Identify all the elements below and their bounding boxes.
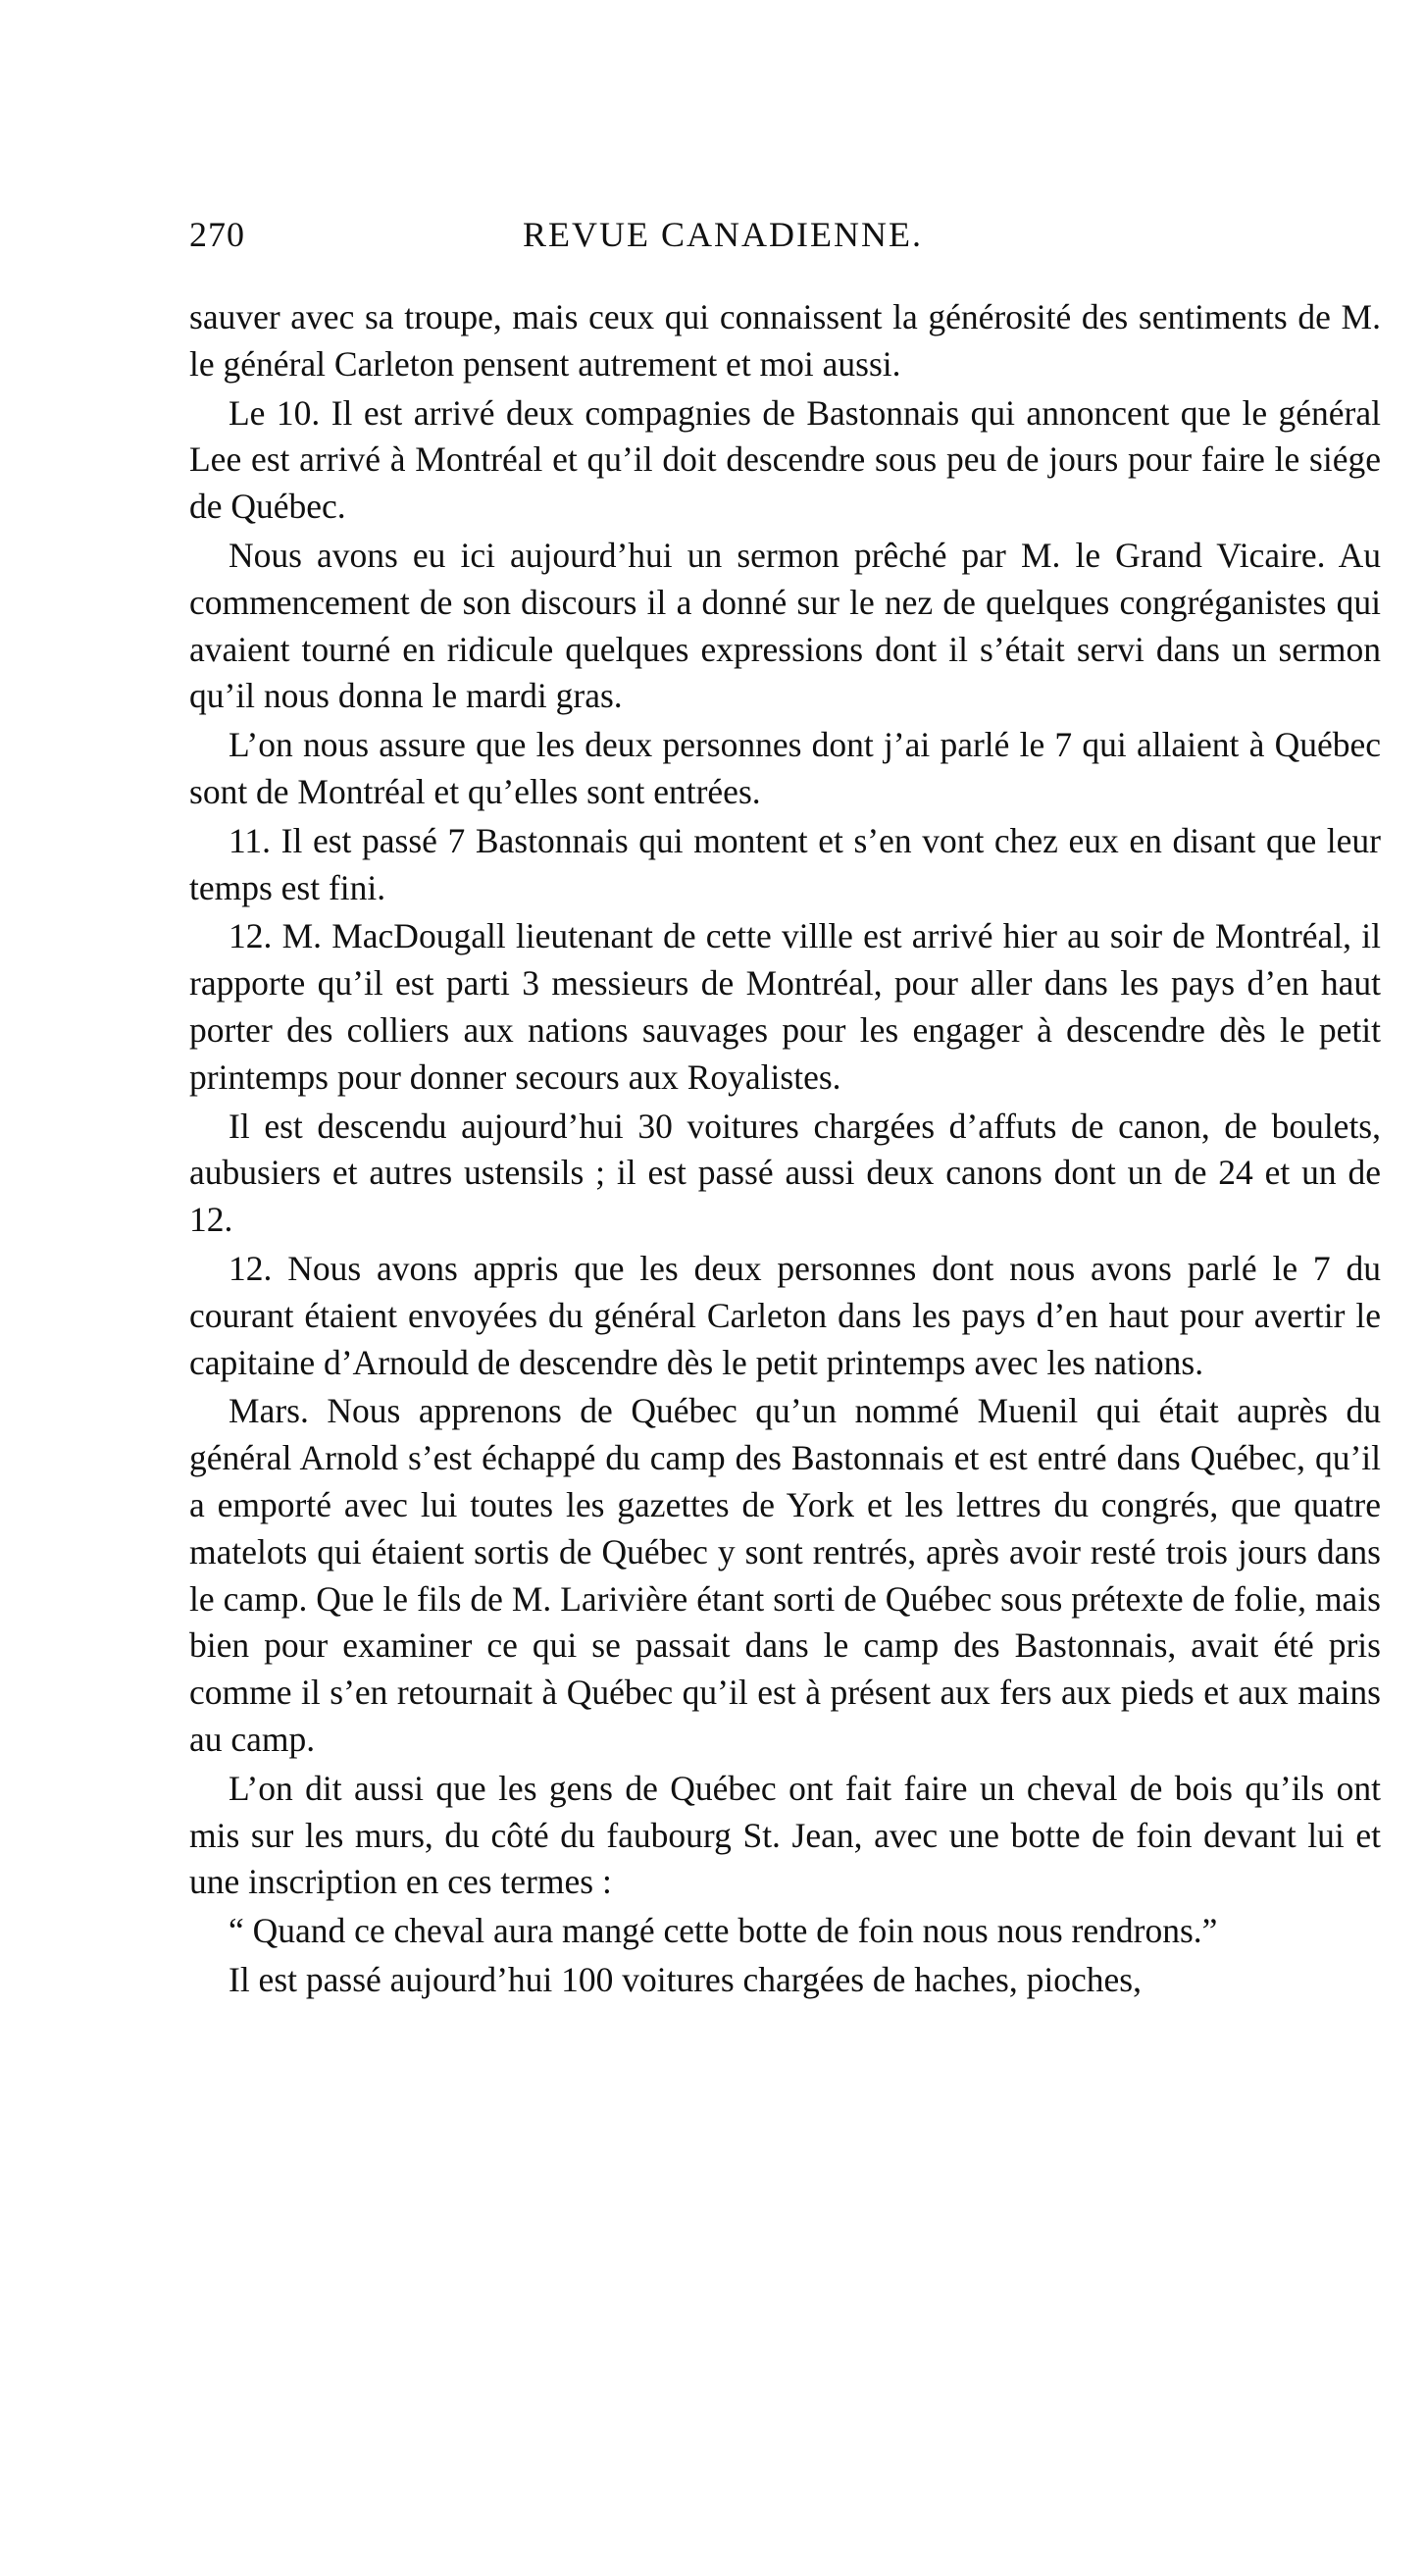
paragraph: Il est descendu aujourd’hui 30 voitures chargées d’affuts de canon, de boulets, aubusiers et autres ustensils ; il est passé aussi deux canons dont un de 24 et un de 12. (189, 1106, 1381, 1240)
running-title: REVUE CANADIENNE. (523, 215, 923, 254)
page-number: 270 (189, 215, 245, 254)
body-text (189, 294, 1381, 2006)
paragraph: Le 10. Il est arrivé deux compagnies de Bastonnais qui annoncent que le général Lee est arrivé à Montréal et qu’il doit descendre sous peu de jours pour faire le siége de Québec. (189, 392, 1381, 527)
quotation-paragraph: “ Quand ce cheval aura mangé cette botte de foin nous nous rendrons.” (229, 1911, 1218, 1951)
paragraph: L’on dit aussi que les gens de Québec ont fait faire un cheval de bois qu’ils ont mis sur les murs, du côté du faubourg St. Jean, avec une botte de foin devant lui et une inscription en ces termes : (189, 1768, 1381, 1902)
paragraph: L’on nous assure que les deux personnes dont j’ai parlé le 7 qui allaient à Québec sont de Montréal et qu’elles sont entrées. (189, 725, 1381, 811)
paragraph: Mars. Nous apprenons de Québec qu’un nommé Muenil qui était auprès du général Arnold s’est échappé du camp des Bastonnais et est entré dans Québec, qu’il a emporté avec lui toutes les gazettes de York et les lettres du congrés, que quatre matelots qui étaient sortis de Québec y sont rentrés, après avoir resté trois jours dans le camp. Que le fils de M. Larivière étant sorti de Québec sous prétexte de folie, mais bien pour examiner ce qui se passait dans le camp des Bastonnais, avait été pris comme il s’en retournait à Québec qu’il est à présent aux fers aux pieds et aux mains au camp. (189, 1391, 1381, 1759)
paragraph: 12. M. MacDougall lieutenant de cette villle est arrivé hier au soir de Montréal, il rapporte qu’il est parti 3 messieurs de Montréal, pour aller dans les pays d’en haut porter des colliers aux nations sauvages pour les engager à descendre dès le petit printemps pour donner secours aux Royalistes. (189, 916, 1381, 1097)
paragraph: Il est passé aujourd’hui 100 voitures chargées de haches, pioches, (229, 1959, 1142, 1999)
page-header (189, 214, 1381, 273)
paragraph: 11. Il est passé 7 Bastonnais qui montent et s’en vont chez eux en disant que leur temps est fini. (189, 820, 1381, 907)
paragraph: 12. Nous avons appris que les deux personnes dont nous avons parlé le 7 du courant étaient envoyées du général Carleton dans les pays d’en haut pour avertir le capitaine d’Arnould de descendre dès le petit printemps avec les nations. (189, 1248, 1381, 1382)
paragraph: sauver avec sa troupe, mais ceux qui connaissent la générosité des sentiments de M. le général Carleton pensent autrement et moi aussi. (189, 297, 1381, 384)
paragraph: Nous avons eu ici aujourd’hui un sermon prêché par M. le Grand Vicaire. Au commencement de son discours il a donné sur le nez de quelques congréganistes qui avaient tourné en ridicule quelques expressions dont il s’était servi dans un sermon qu’il nous donna le mardi gras. (189, 535, 1381, 716)
